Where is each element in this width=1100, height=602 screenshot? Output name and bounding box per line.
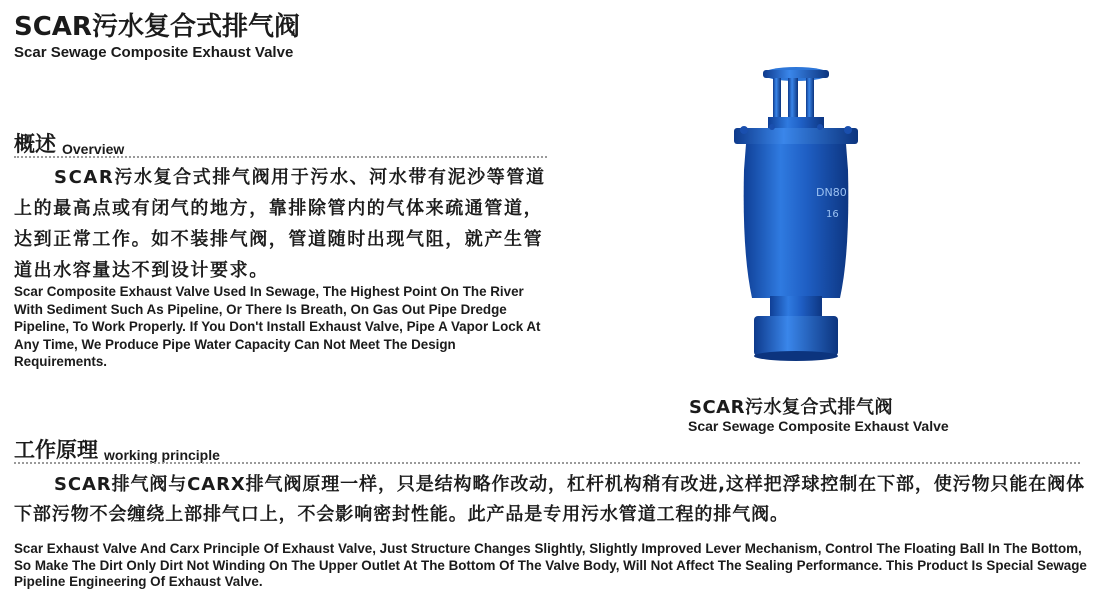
overview-divider — [14, 156, 547, 158]
page-subtitle: Scar Sewage Composite Exhaust Valve — [14, 44, 294, 61]
principle-text-cn: SCAR排气阀与CARX排气阀原理一样，只是结构略作改动，杠杆机构稍有改进,这样把浮球控制在下部，使污物只能在阀体下部污物不会缠绕上部排气口上，不会影响密封性能。此产品是专用污水管道工程的排气阀。 — [14, 474, 1085, 525]
product-caption-cn: SCAR污水复合式排气阀 — [689, 397, 893, 418]
overview-text-en: Scar Composite Exhaust Valve Used In Sewage, The Highest Point On The River With Sediment Such As Pipeline, Or There Is Breath, On Gas Out Pipe Dredge Pipeline, To Work Properly. If You Don't Install Exhaust Valve, Pipe A Vapor Lock At Any Time, We Produce Pipe Water Capacity Can Not Meet The Design Requirements. — [14, 284, 541, 370]
principle-heading — [14, 434, 220, 464]
page-title: SCAR污水复合式排气阀 — [14, 12, 300, 42]
valve-marking-pn: 16 — [826, 209, 839, 220]
product-caption-en: Scar Sewage Composite Exhaust Valve — [688, 418, 949, 434]
overview-heading — [14, 128, 124, 158]
valve-image — [728, 62, 868, 368]
overview-text-cn: SCAR污水复合式排气阀用于污水、河水带有泥沙等管道上的最高点或有闭气的地方，靠排除管内的气体来疏通管道，达到正常工作。如不装排气阀，管道随时出现气阻，就产生管道出水容量达不到设计要求。 — [14, 167, 546, 281]
principle-heading-en: working principle — [104, 447, 220, 463]
valve-marking-dn: DN80 — [816, 186, 847, 199]
overview-heading-cn: 概述 — [14, 132, 56, 156]
principle-heading-cn: 工作原理 — [14, 438, 98, 462]
principle-divider — [14, 462, 1080, 464]
overview-heading-en: Overview — [62, 141, 125, 157]
principle-text-en: Scar Exhaust Valve And Carx Principle Of Exhaust Valve, Just Structure Changes Slightly, Slightly Improved Lever Mechanism, Control The Floating Ball In The Bottom, So Make The Dirt Only Dirt Not Winding On The Upper Outlet At The Bottom Of The Valve Body, Will Not Affect The Sealing Performance. This Product Is Special Sewage Pipeline Engineering Of Exhaust Valve. — [14, 541, 1087, 589]
